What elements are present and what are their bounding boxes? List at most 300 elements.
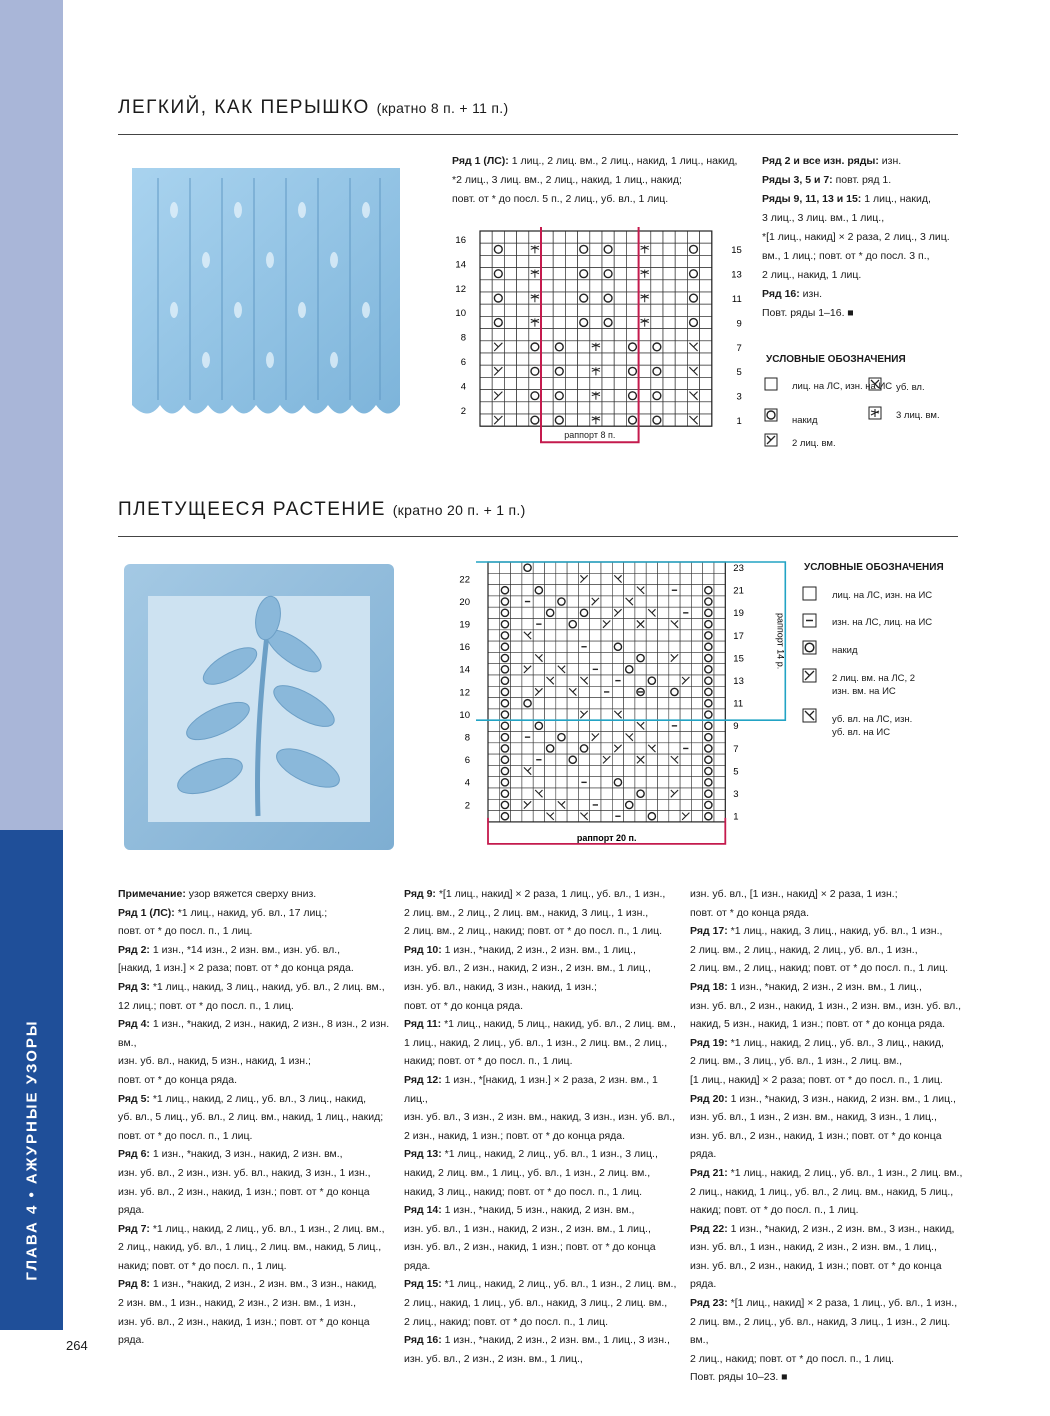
chart-cell xyxy=(565,402,577,414)
chart-cell xyxy=(626,353,638,365)
chart-cell xyxy=(691,709,702,720)
instruction-line: Ряд 8: 1 изн., *накид, 2 изн., 2 изн. вм., 3 изн., накид, xyxy=(118,1278,377,1291)
chart-cell xyxy=(680,596,691,607)
chart-cell xyxy=(601,573,612,584)
legend1-ssk-label: уб. вл. xyxy=(896,382,925,393)
chart-cell xyxy=(511,720,522,731)
chart-cell xyxy=(492,377,504,389)
chart-cell xyxy=(614,377,626,389)
row-number-left: 20 xyxy=(459,596,470,608)
chart-cell xyxy=(511,619,522,630)
chart-cell xyxy=(663,353,675,365)
chart-cell xyxy=(553,329,565,341)
chart-cell xyxy=(545,765,556,776)
chart-cell xyxy=(480,231,492,243)
instruction-line: 2 лиц. вм., 2 лиц., уб. вл., накид, 3 лиц., 1 изн., 2 лиц. вм., xyxy=(690,1315,951,1347)
chart-cell xyxy=(567,743,578,754)
chart-cell xyxy=(517,268,529,280)
chart-cell xyxy=(488,732,499,743)
chart-cell xyxy=(511,709,522,720)
chart-cell xyxy=(658,573,669,584)
chart-cell xyxy=(658,585,669,596)
chart-cell xyxy=(590,562,601,573)
chart-cell xyxy=(646,709,657,720)
chart-cell xyxy=(522,720,533,731)
instruction-line: Повт. ряды 10–23. ■ xyxy=(690,1371,788,1384)
chart-cell xyxy=(651,280,663,292)
chart-cell xyxy=(714,709,725,720)
chart-cell xyxy=(578,596,589,607)
chart-cell xyxy=(601,652,612,663)
pattern1-legend-title: УСЛОВНЫЕ ОБОЗНАЧЕНИЯ xyxy=(766,354,906,365)
chart-cell xyxy=(614,280,626,292)
instruction-line: накид; повт. от * до посл. п., 1 лиц. xyxy=(118,1259,287,1272)
instruction-line: Ряд 17: *1 лиц., накид, 3 лиц., накид, уб. вл., 1 изн., xyxy=(690,925,943,938)
chart-cell xyxy=(658,562,669,573)
chart-cell xyxy=(480,268,492,280)
chart-cell xyxy=(533,562,544,573)
chart-cell xyxy=(553,316,565,328)
chart-cell xyxy=(612,585,623,596)
chart-cell xyxy=(680,698,691,709)
chart-cell xyxy=(541,292,553,304)
chart-cell xyxy=(567,652,578,663)
chart-cell xyxy=(658,686,669,697)
chart-cell xyxy=(533,641,544,652)
chart-cell xyxy=(567,732,578,743)
chart-cell xyxy=(714,630,725,641)
chart-cell xyxy=(480,402,492,414)
chart-cell xyxy=(714,652,725,663)
chart-cell xyxy=(691,743,702,754)
chart-cell xyxy=(624,754,635,765)
chart-cell xyxy=(511,754,522,765)
chart-cell xyxy=(714,720,725,731)
chart-cell xyxy=(624,709,635,720)
chart-cell xyxy=(714,732,725,743)
chart-cell xyxy=(565,316,577,328)
chart-cell xyxy=(635,562,646,573)
chart-cell xyxy=(663,243,675,255)
chart-cell xyxy=(669,664,680,675)
chart-cell xyxy=(612,788,623,799)
chart-cell xyxy=(533,732,544,743)
chart-cell xyxy=(488,698,499,709)
row-number-right: 11 xyxy=(733,698,744,710)
legend2-knit-label: лиц. на ЛС, изн. на ИС xyxy=(832,590,933,601)
chart-cell xyxy=(517,390,529,402)
chart-cell xyxy=(533,675,544,686)
chart-cell xyxy=(565,268,577,280)
chart-cell xyxy=(590,619,601,630)
chart-cell xyxy=(714,686,725,697)
chart-cell xyxy=(639,304,651,316)
chart-cell xyxy=(714,664,725,675)
chart-cell xyxy=(565,292,577,304)
chart-cell xyxy=(703,573,714,584)
chart-cell xyxy=(480,329,492,341)
chart-cell xyxy=(556,630,567,641)
instruction-line: изн. уб. вл., накид, 3 изн., накид, 1 изн.; xyxy=(404,980,597,993)
chart-cell xyxy=(614,353,626,365)
instruction-line: повт. от * до конца ряда. xyxy=(690,906,809,919)
chart-cell xyxy=(680,709,691,720)
chart-cell xyxy=(488,788,499,799)
chart-cell xyxy=(601,562,612,573)
instruction-line: 12 лиц.; повт. от * до посл. п., 1 лиц. xyxy=(118,999,294,1012)
chart-cell xyxy=(687,329,699,341)
chart-cell xyxy=(567,799,578,810)
chart-cell xyxy=(504,365,516,377)
chart-cell xyxy=(578,720,589,731)
pattern1-swatch-photo xyxy=(118,150,408,440)
chart-cell xyxy=(680,686,691,697)
chart-cell xyxy=(612,596,623,607)
chart-cell xyxy=(614,268,626,280)
instruction-line: Ряд 13: *1 лиц., накид, 2 лиц., уб. вл., 1 изн., 3 лиц., xyxy=(404,1148,658,1161)
instruction-line: 2 изн. вм., 1 изн., накид, 2 изн., 2 изн. вм., 1 изн., xyxy=(118,1297,357,1310)
chart-cell xyxy=(691,596,702,607)
chart-cell xyxy=(624,652,635,663)
chart-cell xyxy=(545,596,556,607)
chart-cell xyxy=(651,292,663,304)
chart-cell xyxy=(635,596,646,607)
chart-cell xyxy=(511,630,522,641)
row-number-right: 9 xyxy=(733,721,739,733)
chart-cell xyxy=(590,585,601,596)
chart-cell xyxy=(541,268,553,280)
chart-cell xyxy=(714,573,725,584)
instruction-line: изн. уб. вл., 2 изн., накид, 2 изн., 2 изн. вм., 1 лиц., xyxy=(404,962,651,975)
chart-cell xyxy=(691,811,702,822)
chart-cell xyxy=(714,619,725,630)
instruction-line: накид; повт. от * до посл. п., 1 лиц. xyxy=(690,1204,859,1217)
instruction-line: изн. уб. вл., 2 изн., накид, 1 изн., 2 изн. вм., изн. уб. вл., xyxy=(690,999,962,1012)
chart-cell xyxy=(541,280,553,292)
chart-cell xyxy=(614,365,626,377)
chart-cell xyxy=(680,652,691,663)
chart-cell xyxy=(541,402,553,414)
row-number-right: 21 xyxy=(733,585,744,597)
chart-cell xyxy=(639,231,651,243)
chart-cell xyxy=(488,585,499,596)
chart-cell xyxy=(624,720,635,731)
row-number-left: 14 xyxy=(455,259,466,271)
chart-cell xyxy=(602,329,614,341)
chart-cell xyxy=(545,720,556,731)
chart-cell xyxy=(624,675,635,686)
chart-cell xyxy=(480,304,492,316)
chart-cell xyxy=(680,562,691,573)
chart-cell xyxy=(612,664,623,675)
chart-cell xyxy=(691,754,702,765)
instruction-line: Ряд 23: *[1 лиц., накид] × 2 раза, 1 лиц., уб. вл., 1 изн., xyxy=(690,1297,958,1310)
instruction-line: 2 лиц. вм., 2 лиц., накид; повт. от * до посл. п., 1 лиц. xyxy=(690,962,949,975)
chart-cell xyxy=(663,365,675,377)
legend2-k2tog-label: 2 лиц. вм. на ЛС, 2 изн. вм. на ИС xyxy=(832,673,916,697)
instruction-line: накид, 3 лиц., накид; повт. от * до посл. п., 1 лиц. xyxy=(404,1185,643,1198)
chart-cell xyxy=(612,630,623,641)
chart-cell xyxy=(669,641,680,652)
chart-cell xyxy=(663,329,675,341)
chart-cell xyxy=(522,709,533,720)
chart-cell xyxy=(488,777,499,788)
chart-cell xyxy=(504,402,516,414)
legend2-yo-label: накид xyxy=(832,645,858,656)
chart-cell xyxy=(504,316,516,328)
chart-cell xyxy=(567,664,578,675)
chart-cell xyxy=(680,630,691,641)
chart-cell xyxy=(488,709,499,720)
chart-cell xyxy=(504,292,516,304)
chart-cell xyxy=(663,402,675,414)
chart-cell xyxy=(612,652,623,663)
chart-cell xyxy=(635,630,646,641)
chart-cell xyxy=(511,799,522,810)
chart-cell xyxy=(658,664,669,675)
instruction-line: Ряд 9: *[1 лиц., накид] × 2 раза, 1 лиц., уб. вл., 1 изн., xyxy=(404,888,666,900)
chart-cell xyxy=(578,754,589,765)
chart-cell xyxy=(614,292,626,304)
pattern2-rule xyxy=(118,536,958,537)
chart-cell xyxy=(658,777,669,788)
chart-cell xyxy=(601,799,612,810)
chart-cell xyxy=(624,641,635,652)
chart-cell xyxy=(626,231,638,243)
chart-cell xyxy=(492,231,504,243)
chart-cell xyxy=(488,664,499,675)
chart-cell xyxy=(663,341,675,353)
chart-cell xyxy=(541,377,553,389)
chart-cell xyxy=(556,754,567,765)
chart-cell xyxy=(578,353,590,365)
pattern2-instructions-col3 xyxy=(690,885,970,1387)
chart-cell xyxy=(669,630,680,641)
chart-cell xyxy=(612,619,623,630)
chart-cell xyxy=(626,329,638,341)
chart-cell xyxy=(680,664,691,675)
instruction-line: Ряд 6: 1 изн., *накид, 3 изн., накид, 2 изн. вм., xyxy=(118,1148,343,1161)
chart-cell xyxy=(578,329,590,341)
chart-cell xyxy=(504,280,516,292)
chart-cell xyxy=(626,280,638,292)
chart-cell xyxy=(687,402,699,414)
chart-cell xyxy=(691,562,702,573)
chart-cell xyxy=(663,231,675,243)
chart-cell xyxy=(492,255,504,267)
chart-cell xyxy=(578,765,589,776)
chart-cell xyxy=(601,720,612,731)
chart-cell xyxy=(669,596,680,607)
chart-cell xyxy=(511,596,522,607)
chart-cell xyxy=(590,720,601,731)
chart-cell xyxy=(504,377,516,389)
chart-cell xyxy=(529,353,541,365)
chart-cell xyxy=(480,377,492,389)
chart-cell xyxy=(504,390,516,402)
chart-cell xyxy=(504,255,516,267)
instruction-line: 2 лиц. вм., 2 лиц., накид; повт. от * до посл. п., 1 лиц. xyxy=(404,925,663,938)
chart-cell xyxy=(687,231,699,243)
chart-cell xyxy=(658,732,669,743)
instruction-line: 2 изн., накид, 1 изн.; повт. от * до конца ряда. xyxy=(404,1129,626,1142)
chart-cell xyxy=(658,698,669,709)
row-number-left: 14 xyxy=(459,664,470,676)
chart-cell xyxy=(658,630,669,641)
legend1-yo-label: накид xyxy=(792,415,818,426)
instruction-line: Ряды 9, 11, 13 и 15: 1 лиц., накид, xyxy=(762,193,931,205)
row-number-left: 6 xyxy=(460,357,466,368)
chart-cell xyxy=(545,754,556,765)
chart-cell xyxy=(567,630,578,641)
chart-cell xyxy=(614,390,626,402)
chart-cell xyxy=(602,365,614,377)
chart-cell xyxy=(545,777,556,788)
chart-cell xyxy=(602,255,614,267)
chart-cell xyxy=(675,304,687,316)
instruction-line: Примечание: узор вяжется сверху вниз. xyxy=(118,888,317,900)
chart-cell xyxy=(480,365,492,377)
chart-cell xyxy=(658,652,669,663)
chart-cell xyxy=(635,765,646,776)
chart-cell xyxy=(590,255,602,267)
chart-cell xyxy=(517,414,529,426)
chart-cell xyxy=(522,743,533,754)
pattern1-instructions-col2 xyxy=(762,152,962,323)
instruction-line: изн. уб. вл., 2 изн., изн. уб. вл., накид, 3 изн., 1 изн., xyxy=(118,1166,371,1179)
chart-cell xyxy=(590,686,601,697)
instruction-line: Ряд 7: *1 лиц., накид, 2 лиц., уб. вл., 1 изн., 2 лиц. вм., xyxy=(118,1222,385,1235)
chart-cell xyxy=(635,709,646,720)
instruction-line: Ряд 1 (ЛС): *1 лиц., накид, уб. вл., 17 лиц.; xyxy=(118,906,328,919)
instruction-line: изн. уб. вл., 2 изн., 2 изн. вм., 1 лиц., xyxy=(404,1352,583,1365)
chart-cell xyxy=(590,765,601,776)
chart-cell xyxy=(601,765,612,776)
chart-cell xyxy=(578,255,590,267)
chart-cell xyxy=(556,562,567,573)
chart-cell xyxy=(614,341,626,353)
chart-cell xyxy=(675,390,687,402)
chart-cell xyxy=(675,365,687,377)
chart-cell xyxy=(511,765,522,776)
chart-cell xyxy=(714,585,725,596)
chart-cell xyxy=(687,353,699,365)
instruction-line: изн. уб. вл., [1 изн., накид] × 2 раза, 1 изн.; xyxy=(690,888,898,900)
chart-cell xyxy=(567,562,578,573)
chart-cell xyxy=(691,675,702,686)
chart-cell xyxy=(703,562,714,573)
chart-cell xyxy=(646,562,657,573)
instruction-line: 2 лиц. вм., 2 лиц., накид, 2 лиц., уб. вл., 1 изн., xyxy=(690,943,918,956)
pattern2-swatch-photo xyxy=(118,556,408,856)
chart-cell xyxy=(680,585,691,596)
chart-cell xyxy=(578,619,589,630)
instruction-line: вм., 1 лиц.; повт. от * до посл. 3 п., xyxy=(762,250,930,262)
instruction-line: изн. уб. вл., 2 изн., накид, 1 изн.; повт. от * до конца ряда. xyxy=(690,1129,942,1161)
pattern2-chart xyxy=(452,558,786,863)
chart-cell xyxy=(663,304,675,316)
chart-cell xyxy=(533,811,544,822)
chart-cell xyxy=(691,720,702,731)
chart-cell xyxy=(590,652,601,663)
chart-cell xyxy=(578,799,589,810)
chart-cell xyxy=(517,304,529,316)
chart-cell xyxy=(614,316,626,328)
instruction-line: изн. уб. вл., 1 изн., накид, 2 изн., 2 изн. вм., 1 лиц., xyxy=(404,1222,651,1235)
chart-cell xyxy=(700,280,712,292)
chart-cell xyxy=(624,630,635,641)
chart-cell xyxy=(578,280,590,292)
row-number-right: 5 xyxy=(736,367,742,379)
chart-cell xyxy=(556,619,567,630)
chart-cell xyxy=(553,402,565,414)
row-number-right: 23 xyxy=(733,563,744,574)
chart-cell xyxy=(517,243,529,255)
chart-cell xyxy=(565,390,577,402)
chart-cell xyxy=(639,377,651,389)
chart-cell xyxy=(565,243,577,255)
chart-cell xyxy=(658,675,669,686)
chart-cell xyxy=(602,390,614,402)
chart-cell xyxy=(714,562,725,573)
chart-cell xyxy=(553,304,565,316)
chart-cell xyxy=(626,268,638,280)
chart-cell xyxy=(646,777,657,788)
chart-cell xyxy=(639,353,651,365)
chart-cell xyxy=(651,255,663,267)
row-number-left: 8 xyxy=(460,332,466,344)
chart-cell xyxy=(680,777,691,788)
chart-cell xyxy=(700,243,712,255)
repeat-label: раппорт 20 п. xyxy=(576,832,637,843)
chart-cell xyxy=(700,402,712,414)
row-number-left: 12 xyxy=(455,283,466,295)
row-number-left: 2 xyxy=(460,405,466,417)
chart-cell xyxy=(700,414,712,426)
chart-cell xyxy=(517,402,529,414)
chart-cell xyxy=(669,732,680,743)
row-number-left: 4 xyxy=(464,777,470,789)
chart-cell xyxy=(492,402,504,414)
chart-cell xyxy=(567,720,578,731)
chart-cell xyxy=(680,573,691,584)
row-number-left: 10 xyxy=(459,709,470,721)
chart-cell xyxy=(646,754,657,765)
chart-cell xyxy=(601,585,612,596)
chart-cell xyxy=(700,292,712,304)
chart-cell xyxy=(511,811,522,822)
chart-cell xyxy=(646,698,657,709)
chart-cell xyxy=(675,402,687,414)
chart-cell xyxy=(691,686,702,697)
chart-cell xyxy=(590,304,602,316)
chart-cell xyxy=(578,231,590,243)
chart-cell xyxy=(646,596,657,607)
chart-cell xyxy=(553,377,565,389)
chart-cell xyxy=(578,788,589,799)
chart-cell xyxy=(669,799,680,810)
chart-cell xyxy=(658,607,669,618)
chart-cell xyxy=(646,720,657,731)
chart-cell xyxy=(714,788,725,799)
chart-cell xyxy=(590,268,602,280)
chart-cell xyxy=(517,341,529,353)
chart-cell xyxy=(504,268,516,280)
chart-cell xyxy=(488,596,499,607)
chart-cell xyxy=(567,788,578,799)
chart-cell xyxy=(646,619,657,630)
instruction-line: накид, 2 лиц. вм., 1 лиц., уб. вл., 1 изн., 2 лиц. вм., xyxy=(404,1166,651,1179)
